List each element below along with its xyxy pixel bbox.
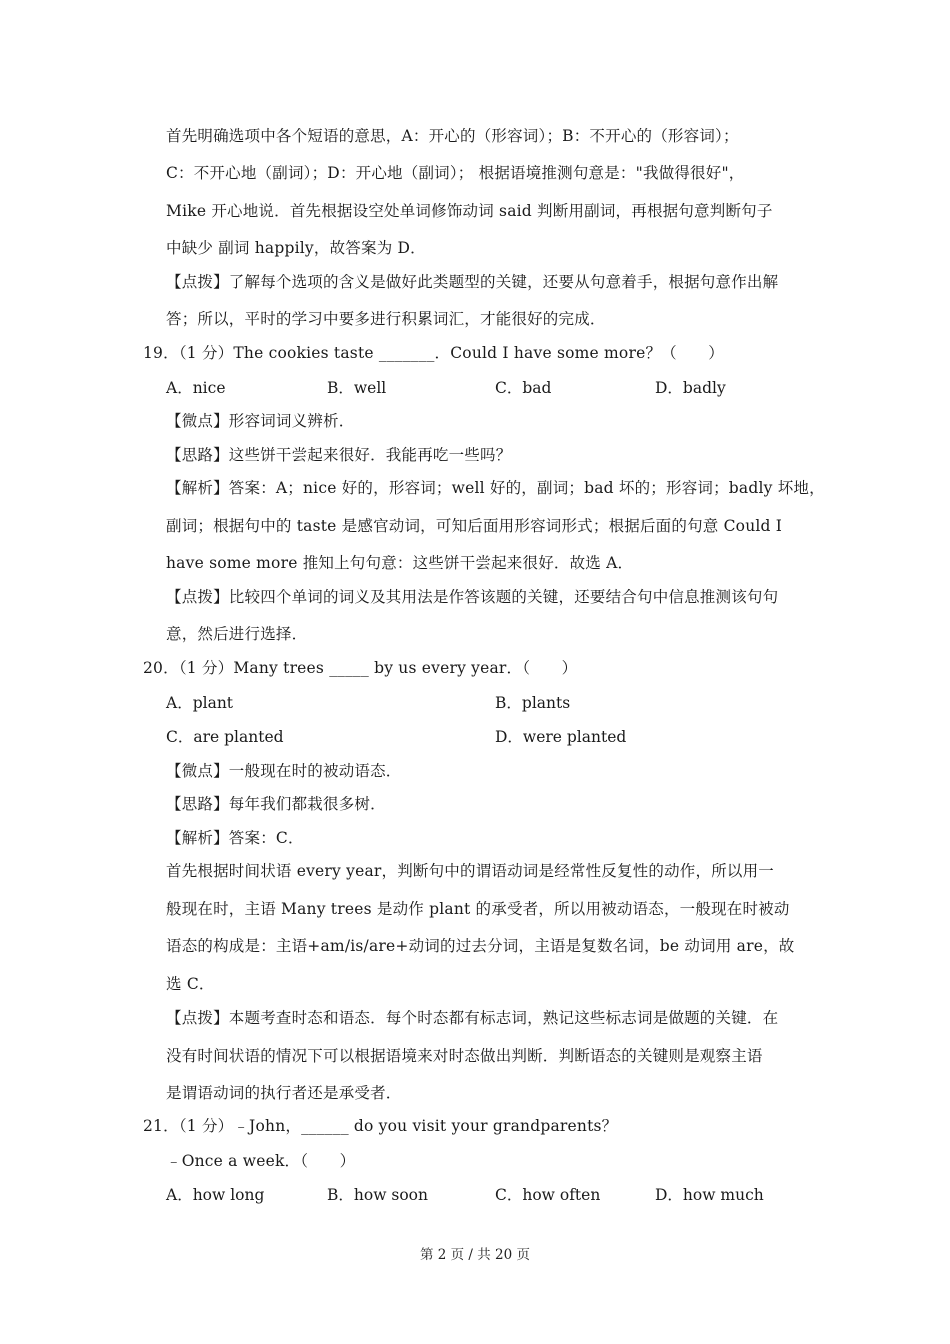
q20-option-c: C．are planted <box>166 728 284 746</box>
q19-option-a: A．nice <box>166 379 226 397</box>
q20-tip-line-1: 【点拨】本题考查时态和语态．每个时态都有标志词，熟记这些标志词是做题的关键．在 <box>166 1009 779 1027</box>
page-footer: 第 2 页 / 共 20 页 <box>419 1247 531 1263</box>
q19-analysis-line-3: have some more 推知上句句意：这些饼干尝起来很好．故选 A． <box>166 554 634 572</box>
q19-idea: 【思路】这些饼干尝起来很好．我能再吃一些吗？ <box>166 446 512 464</box>
q21-stem: 21．（1 分）﹣John，______ do you visit your grandparents？ <box>143 1117 618 1135</box>
q19-option-c: C．bad <box>495 379 552 397</box>
q21-option-d: D．how much <box>655 1186 764 1204</box>
q19-tip-line-2: 意，然后进行选择． <box>166 625 308 643</box>
q20-analysis-line-1: 首先根据时间状语 every year，判断句中的谓语动词是经常性反复性的动作，所以用一 <box>166 862 775 880</box>
q21-stem-reply: ﹣Once a week．（ ） <box>166 1152 356 1170</box>
q20-option-d: D．were planted <box>495 728 627 746</box>
q19-point: 【微点】形容词词义辨析． <box>166 412 355 430</box>
q19-analysis-line-2: 副词；根据句中的 taste 是感官动词，可知后面用形容词形式；根据后面的句意 Could I <box>166 517 783 535</box>
q20-analysis: 【解析】答案：C． <box>166 829 304 847</box>
q21-option-b: B．how soon <box>327 1186 428 1204</box>
q18-tip-line-1: 【点拨】了解每个选项的含义是做好此类题型的关键，还要从句意着手，根据句意作出解 <box>166 273 779 291</box>
q20-analysis-line-3: 语态的构成是：主语+am/is/are+动词的过去分词，主语是复数名词，be 动词用 are，故 <box>166 937 795 955</box>
q18-explanation-line-3: Mike 开心地说．首先根据设空处单词修饰动词 said 判断用副词，再根据句意判断句子 <box>166 202 773 220</box>
q18-explanation-line-4: 中缺少 副词 happily，故答案为 D． <box>166 239 426 257</box>
q20-analysis-line-4: 选 C． <box>166 975 215 993</box>
q19-option-b: B．well <box>327 379 387 397</box>
q18-tip-line-2: 答；所以，平时的学习中要多进行积累词汇，才能很好的完成． <box>166 310 606 328</box>
q19-option-d: D．badly <box>655 379 726 397</box>
q20-option-b: B．plants <box>495 694 571 712</box>
q19-stem: 19．（1 分）The cookies taste _______．Could I have some more？（ ） <box>143 344 724 362</box>
q18-explanation-line-2: C：不开心地（副词）；D：开心地（副词）； 根据语境推测句意是："我做得很好"， <box>166 164 745 182</box>
q21-option-c: C．how often <box>495 1186 601 1204</box>
q19-tip-line-1: 【点拨】比较四个单词的词义及其用法是作答该题的关键，还要结合句中信息推测该句句 <box>166 588 779 606</box>
q20-analysis-line-2: 般现在时，主语 Many trees 是动作 plant 的承受者，所以用被动语态，一般现在时被动 <box>166 900 790 918</box>
q19-analysis-line-1: 【解析】答案：A；nice 好的，形容词；well 好的，副词；bad 坏的；形容词；badly 坏地， <box>166 479 825 497</box>
q20-tip-line-3: 是谓语动词的执行者还是承受者． <box>166 1084 402 1102</box>
q20-idea: 【思路】每年我们都栽很多树． <box>166 795 386 813</box>
q20-tip-line-2: 没有时间状语的情况下可以根据语境来对时态做出判断．判断语态的关键则是观察主语 <box>166 1047 763 1065</box>
q20-point: 【微点】一般现在时的被动语态． <box>166 762 402 780</box>
q20-stem: 20．（1 分）Many trees _____ by us every year．（ ） <box>143 659 578 677</box>
q18-explanation-line-1: 首先明确选项中各个短语的意思，A：开心的（形容词）；B：不开心的（形容词）； <box>166 127 739 145</box>
q20-option-a: A．plant <box>166 694 234 712</box>
q21-option-a: A．how long <box>166 1186 265 1204</box>
